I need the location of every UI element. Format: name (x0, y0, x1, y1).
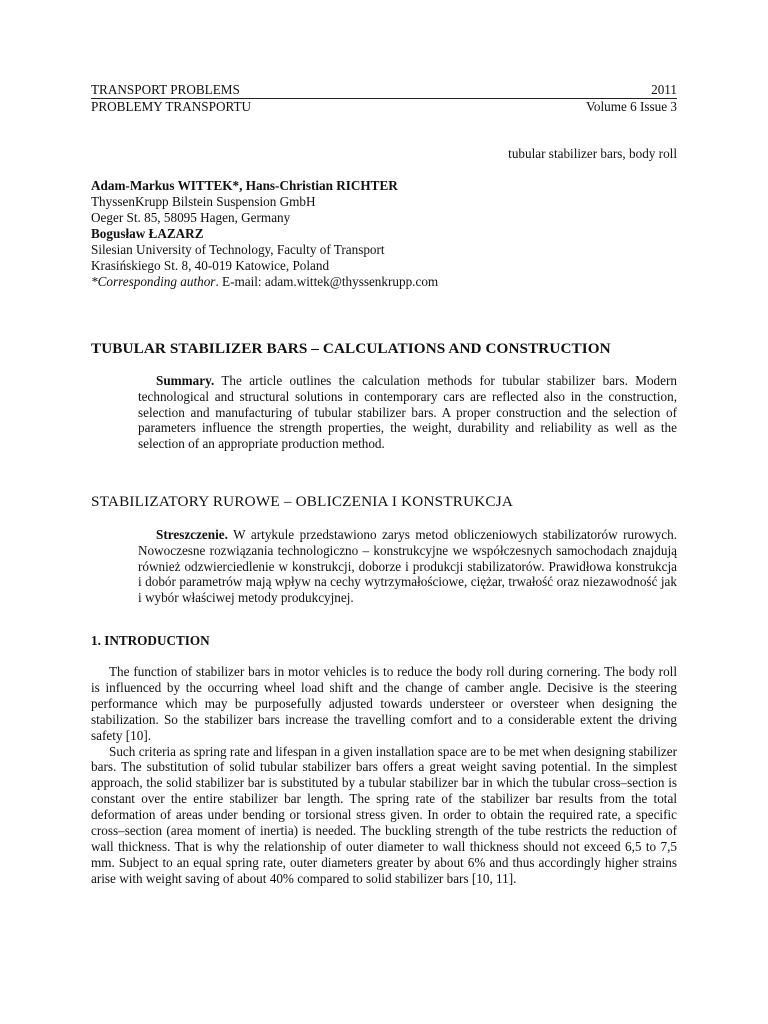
keywords: tubular stabilizer bars, body roll (508, 146, 677, 161)
affiliation-2: Silesian University of Technology, Faculty of Transport (91, 242, 385, 257)
summary-label: Summary. (156, 373, 215, 388)
summary-pl (138, 527, 677, 606)
intro-paragraph-2: Such criteria as spring rate and lifespan in a given installation space are to be met when designing stabilizer bars. The substitution of solid tubular stabilizer bars offers a great weight saving potential. In the simplest approach, the solid stabilizer bar is substituted by a tubular stabilizer bar in which the tubular cross–section is constant over the entire stabilizer bar length. The spring rate of the stabilizer bar results from the total deformation of areas under bending or torsional stress given. In order to obtain the required rate, a specific cross–section (area moment of inertia) is needed. The buckling strength of the tube restricts the reduction of wall thickness. That is why the relationship of outer diameter to wall thickness should not exceed 6,5 to 7,5 mm. Subject to an equal spring rate, outer diameters greater by about 6% and thus accordingly higher strains arise with weight saving of about 40% compared to solid stabilizer bars [10, 11]. (91, 743, 677, 886)
paper-title-en: TUBULAR STABILIZER BARS – CALCULATIONS AND CONSTRUCTION (91, 340, 611, 357)
corresponding-email: . E-mail: adam.wittek@thyssenkrupp.com (215, 274, 439, 289)
corresponding-author (91, 274, 677, 290)
journal-name-pl: PROBLEMY TRANSPORTU (91, 99, 252, 114)
section-heading-introduction: 1. INTRODUCTION (91, 632, 210, 648)
paper-title-pl: STABILIZATORY RUROWE – OBLICZENIA I KONSTRUKCJA (91, 492, 514, 510)
journal-name-en: TRANSPORT PROBLEMS (91, 82, 240, 97)
journal-volume: Volume 6 Issue 3 (586, 99, 677, 114)
summary-en (138, 373, 677, 452)
running-header-line-1 (91, 82, 677, 99)
document-page (91, 82, 677, 887)
journal-year: 2011 (651, 82, 677, 97)
author-names-1: Adam-Markus WITTEK*, Hans-Christian RICHTER (91, 178, 398, 193)
address-2: Krasińskiego St. 8, 40-019 Katowice, Poland (91, 258, 330, 273)
summary-text: The article outlines the calculation methods for tubular stabilizer bars. Modern technological and structural solutions in contemporary cars are reflected also in the construction, selection and manufacturing of tubular stabilizer bars. A proper construction and the selection of parameters influence the strength properties, the weight, durability and reliability as well as the selection of an appropriate production method. (138, 373, 677, 452)
running-header-line-2 (91, 99, 677, 115)
affiliation-1: ThyssenKrupp Bilstein Suspension GmbH (91, 194, 316, 209)
corresponding-label: *Corresponding author (91, 274, 216, 289)
intro-paragraph-1: The function of stabilizer bars in motor vehicles is to reduce the body roll during cornering. The body roll is influenced by the occurring wheel load shift and the change of camber angle. Decisive is the steering performance which may be purposefully adjusted towards understeer or oversteer when designing the stabilization. So the stabilizer bars increase the travelling comfort and to a considerable extent the driving safety [10]. (91, 663, 677, 743)
address-1: Oeger St. 85, 58095 Hagen, Germany (91, 210, 291, 225)
streszczenie-text: W artykule przedstawiono zarys metod obliczeniowych stabilizatorów rurowych. Nowoczesne rozwiązania technologiczno – konstrukcyjne we współczesnych samochodach znajdują również odzwierciedlenie w konstrukcji, doborze i produkcji stabilizatorów. Prawidłowa konstrukcja i dobór parametrów mają wpływ na cechy wytrzymałościowe, ciężar, trwałość oraz niezawodność jak i wybór właściwej metody produkcyjnej. (138, 526, 677, 606)
author-names-2: Bogusław ŁAZARZ (91, 226, 204, 241)
author-block (91, 178, 677, 290)
streszczenie-label: Streszczenie. (156, 526, 228, 542)
